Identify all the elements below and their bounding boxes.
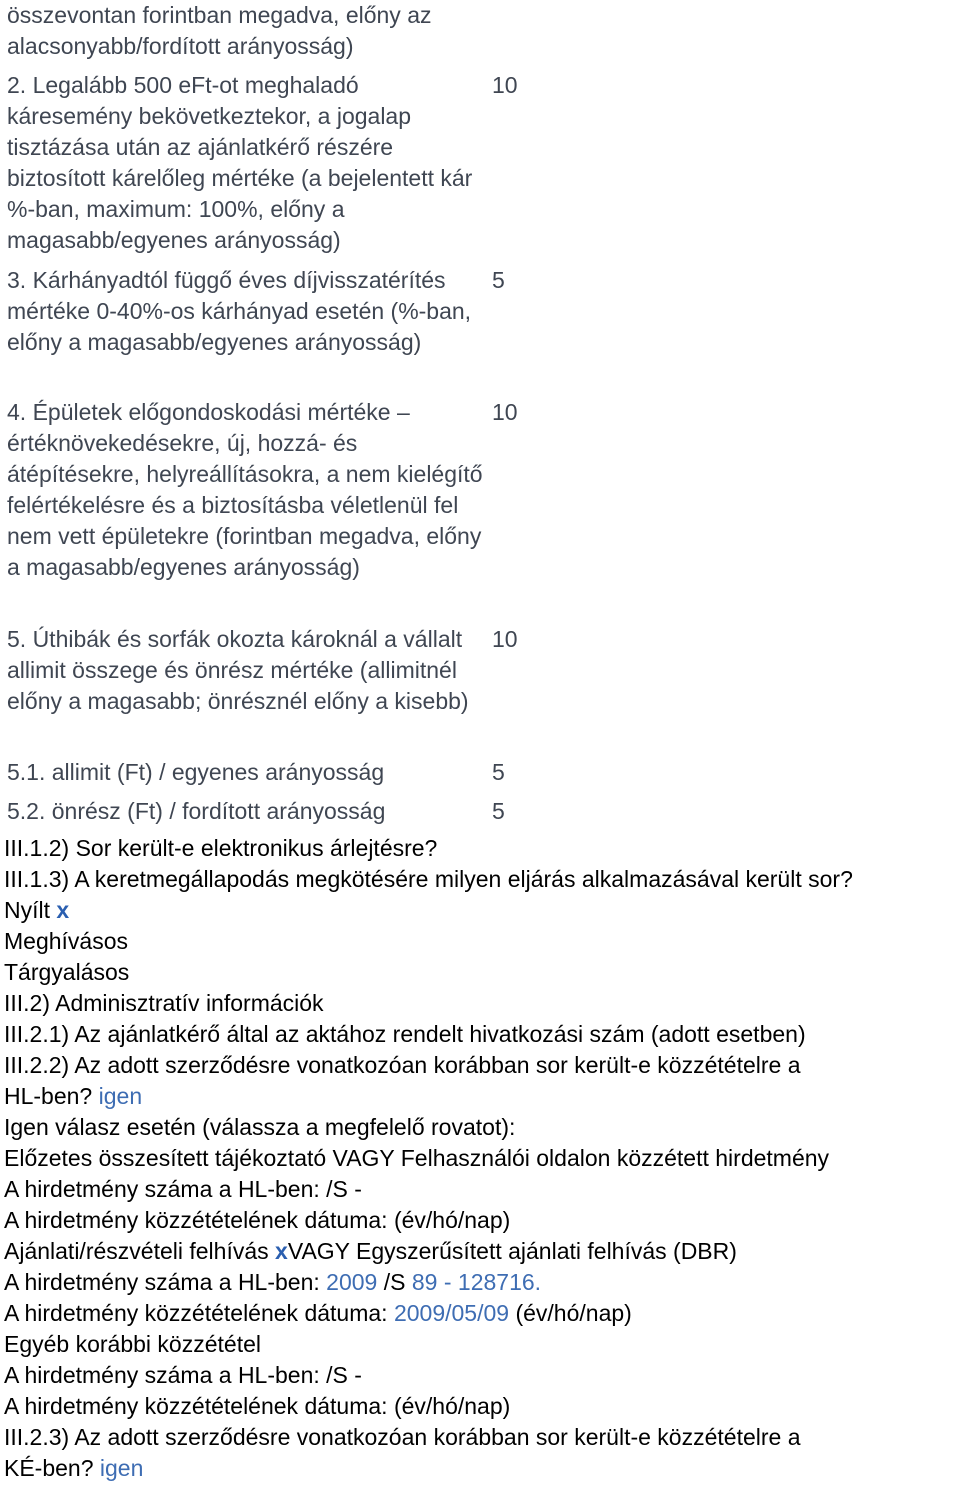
line-notice-date-2: [4, 1298, 632, 1329]
criterion-3-text: 3. Kárhányadtól függő éves díjvisszatérítés mértéke 0-40%-os kárhányad esetén (%-ban, előny a magasabb/egyenes arányosság): [7, 267, 472, 355]
line-prior-publication-hl: III.2.2) Az adott szerződésre vonatkozóan korábban sor került-e közzétételre a: [4, 1052, 801, 1078]
criterion-2-text: 2. Legalább 500 eFt-ot meghaladó káresemény bekövetkeztekor, a jogalap tisztázása után az ajánlatkérő részére biztosított kárelőleg mértéke (a bejelentett kár %-ban, maximum: 100%, előny a magasabb/egyenes arányosság): [7, 72, 473, 253]
ke-answer: igen: [99, 1455, 144, 1481]
ke-label: KÉ-ben?: [4, 1455, 100, 1481]
criterion-5-2-text: 5.2. önrész (Ft) / fordított arányosság: [7, 798, 386, 824]
contract-notice-label: Ajánlati/részvételi felhívás: [4, 1238, 276, 1264]
notice-year: 2009: [326, 1269, 378, 1295]
criterion-5-1-text: 5.1. allimit (Ft) / egyenes arányosság: [7, 759, 385, 785]
criterion-3-points: 5: [492, 267, 505, 293]
line-restricted: Meghívásos: [4, 928, 129, 954]
criterion-5-2-points: 5: [492, 798, 505, 824]
line-framework-procedure: III.1.3) A keretmegállapodás megkötésére milyen eljárás alkalmazásával került sor?: [4, 866, 853, 892]
line-if-yes: Igen válasz esetén (válassza a megfelelő rovatot):: [4, 1114, 516, 1140]
line-reference-number: III.2.1) Az ajánlatkérő által az aktához rendelt hivatkozási szám (adott esetben): [4, 1021, 806, 1047]
line-other-publication: Egyéb korábbi közzététel: [4, 1331, 261, 1357]
open-mark: x: [56, 897, 70, 923]
line-notice-date-3: A hirdetmény közzétételének dátuma: (év/hó/nap): [4, 1393, 511, 1419]
line-ke-answer: [4, 1453, 143, 1484]
notice-number-label: A hirdetmény száma a HL-ben:: [4, 1269, 327, 1295]
open-label: Nyílt: [4, 897, 57, 923]
notice-date-format: (év/hó/nap): [509, 1300, 632, 1326]
criterion-5-1-points: 5: [492, 759, 505, 785]
line-notice-number-2: [4, 1267, 541, 1298]
line-admin-info: III.2) Adminisztratív információk: [4, 990, 324, 1016]
criterion-4-points: 10: [492, 399, 518, 425]
line-prior-info-notice: Előzetes összesített tájékoztató VAGY Felhasználói oldalon közzétett hirdetmény: [4, 1145, 830, 1171]
line-contract-notice: [4, 1236, 737, 1267]
notice-issue: 89: [411, 1269, 438, 1295]
line-hl-answer: [4, 1081, 142, 1112]
notice-date-label: A hirdetmény közzétételének dátuma:: [4, 1300, 394, 1326]
line-notice-number-3: A hirdetmény száma a HL-ben: /S -: [4, 1362, 362, 1388]
hl-answer: igen: [98, 1083, 143, 1109]
notice-dash: -: [437, 1269, 458, 1295]
hl-label: HL-ben?: [4, 1083, 99, 1109]
simplified-notice-label: VAGY Egyszerűsített ajánlati felhívás (DBR): [287, 1238, 737, 1264]
criterion-4-text: 4. Épületek előgondoskodási mértéke – értéknövekedésekre, új, hozzá- és átépítésekre, helyreállításokra, a nem kielégítő felértékelésre és a biztosításba véletlenül fel nem vett épületekre (forintban megadva, előny a magasabb/egyenes arányosság): [7, 399, 483, 580]
criterion-5-points: 10: [492, 626, 518, 652]
contract-notice-mark: x: [275, 1238, 288, 1264]
line-notice-date-1: A hirdetmény közzétételének dátuma: (év/hó/nap): [4, 1207, 511, 1233]
line-open-procedure: [4, 895, 69, 926]
line-notice-number-1: A hirdetmény száma a HL-ben: /S -: [4, 1176, 362, 1202]
criterion-2-points: 10: [492, 72, 518, 98]
criterion-1-tail: összevontan forintban megadva, előny az alacsonyabb/fordított arányosság): [7, 2, 432, 59]
notice-s: /S: [377, 1269, 412, 1295]
criterion-5-text: 5. Úthibák és sorfák okozta károknál a vállalt allimit összege és önrész mértéke (allimitnél előny a magasabb; önrésznél előny a kisebb): [7, 626, 469, 714]
notice-number: 128716.: [457, 1269, 542, 1295]
line-negotiated: Tárgyalásos: [4, 959, 130, 985]
line-prior-publication-ke: III.2.3) Az adott szerződésre vonatkozóan korábban sor került-e közzétételre a: [4, 1424, 801, 1450]
line-eauction-question: III.1.2) Sor került-e elektronikus árlejtésre?: [4, 835, 438, 861]
notice-date: 2009/05/09: [393, 1300, 510, 1326]
